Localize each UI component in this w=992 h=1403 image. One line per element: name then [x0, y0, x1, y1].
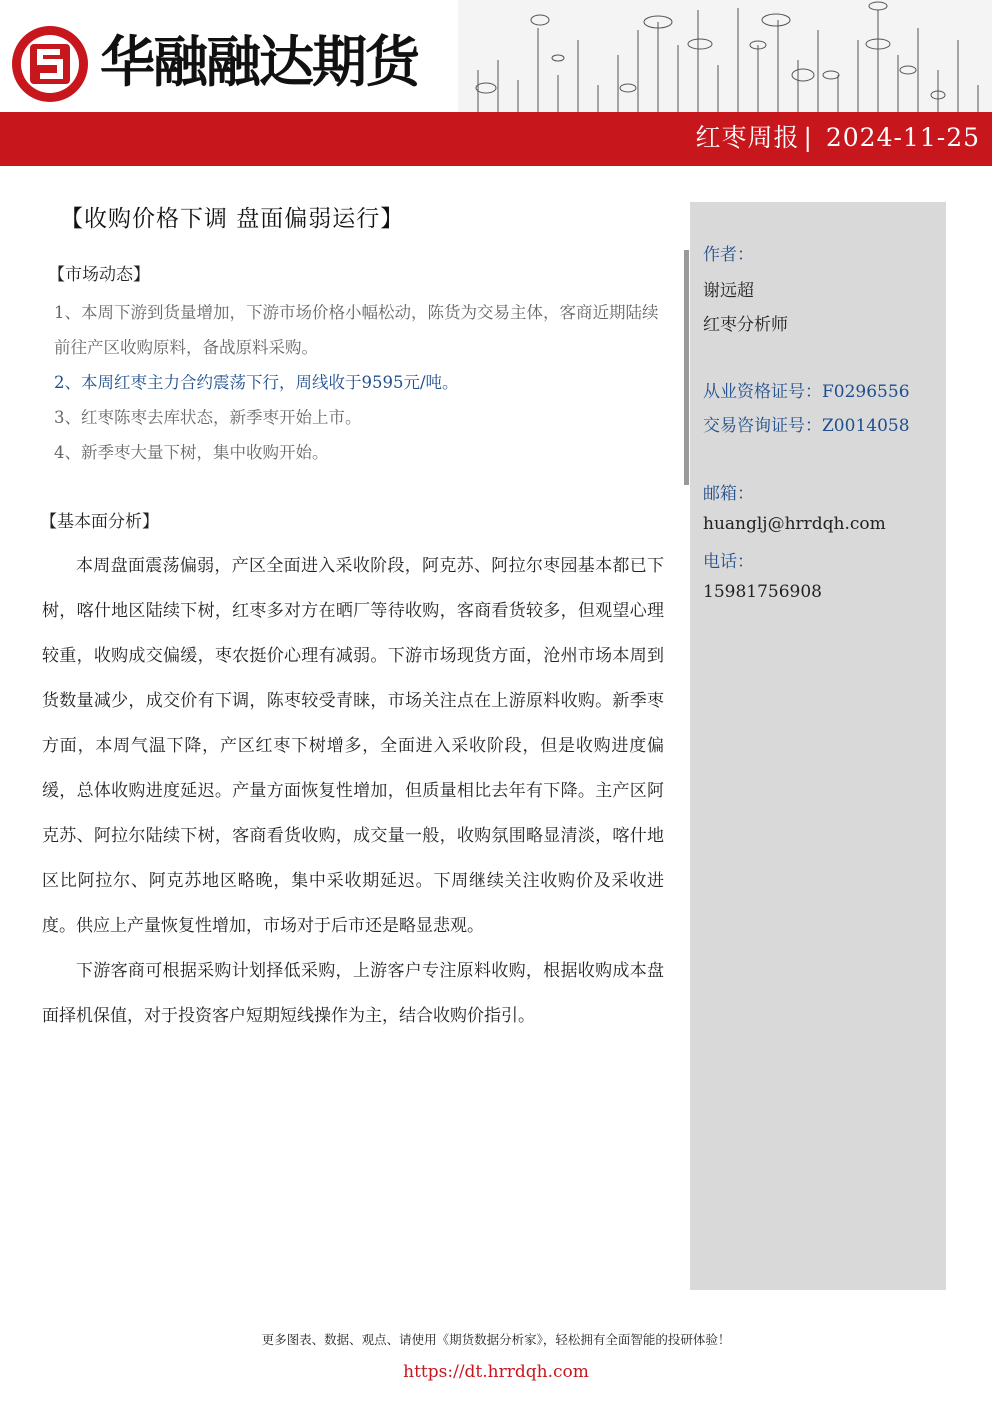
- report-title: 红枣周报: [695, 123, 800, 152]
- author-name: 谢远超: [703, 281, 754, 301]
- article-title: 【收购价格下调 盘面偏弱运行】: [60, 206, 405, 232]
- consulting-number: 交易咨询证号：Z0014058: [703, 416, 910, 436]
- email-link[interactable]: huanglj@hrrdqh.com: [703, 514, 886, 534]
- market-list: [54, 295, 670, 470]
- market-item: 2、本周红枣主力合约震荡下行，周线收于9595元/吨。: [54, 373, 459, 392]
- report-heading: [695, 118, 980, 154]
- phone-number: 15981756908: [703, 582, 822, 602]
- market-item: 1、本周下游到货量增加，下游市场价格小幅松动，陈货为交易主体，客商近期陆续前往产区收购原料，备战原料采购。: [54, 303, 659, 357]
- analysis-body: [42, 544, 664, 1039]
- analysis-section-heading: 【基本面分析】: [40, 512, 159, 532]
- title-separator: |: [803, 123, 813, 152]
- market-section-heading: 【市场动态】: [48, 265, 150, 285]
- author-label: 作者：: [703, 245, 754, 265]
- company-logo-icon: [10, 24, 90, 104]
- header-decoration: [458, 0, 992, 112]
- page-header: [0, 0, 992, 166]
- brand-name: 华融融达期货: [100, 30, 419, 94]
- market-item: 4、新季枣大量下树，集中收购开始。: [54, 443, 329, 462]
- author-role: 红枣分析师: [703, 315, 788, 335]
- qualification-number: 从业资格证号：F0296556: [703, 382, 910, 402]
- report-date: 2024-11-25: [825, 123, 980, 152]
- phone-label: 电话：: [703, 552, 754, 572]
- market-item: 3、红枣陈枣去库状态，新季枣开始上市。: [54, 408, 362, 427]
- sidebar-accent-bar: [684, 250, 689, 485]
- author-sidebar: [690, 202, 946, 1290]
- email-label: 邮箱：: [703, 484, 754, 504]
- analysis-paragraph: 下游客商可根据采购计划择低采购，上游客户专注原料收购，根据收购成本盘面择机保值，对于投资客户短期短线操作为主，结合收购价指引。: [42, 961, 664, 1026]
- footer-link[interactable]: https://dt.hrrdqh.com: [403, 1362, 589, 1382]
- footer-promo: 更多图表、数据、观点、请使用《期货数据分析家》，轻松拥有全面智能的投研体验！: [261, 1332, 731, 1347]
- analysis-paragraph: 本周盘面震荡偏弱，产区全面进入采收阶段，阿克苏、阿拉尔枣园基本都已下树，喀什地区陆续下树，红枣多对方在晒厂等待收购，客商看货较多，但观望心理较重，收购成交偏缓，枣农挺价心理有减弱。下游市场现货方面，沧州市场本周到货数量减少，成交价有下调，陈枣较受青睐，市场关注点在上游原料收购。新季枣方面，本周气温下降，产区红枣下树增多，全面进入采收阶段，但是收购进度偏缓，总体收购进度延迟。产量方面恢复性增加，但质量相比去年有下降。主产区阿克苏、阿拉尔陆续下树，客商看货收购，成交量一般，收购氛围略显清淡，喀什地区比阿拉尔、阿克苏地区略晚，集中采收期延迟。下周继续关注收购价及采收进度。供应上产量恢复性增加，市场对于后市还是略显悲观。: [42, 556, 664, 936]
